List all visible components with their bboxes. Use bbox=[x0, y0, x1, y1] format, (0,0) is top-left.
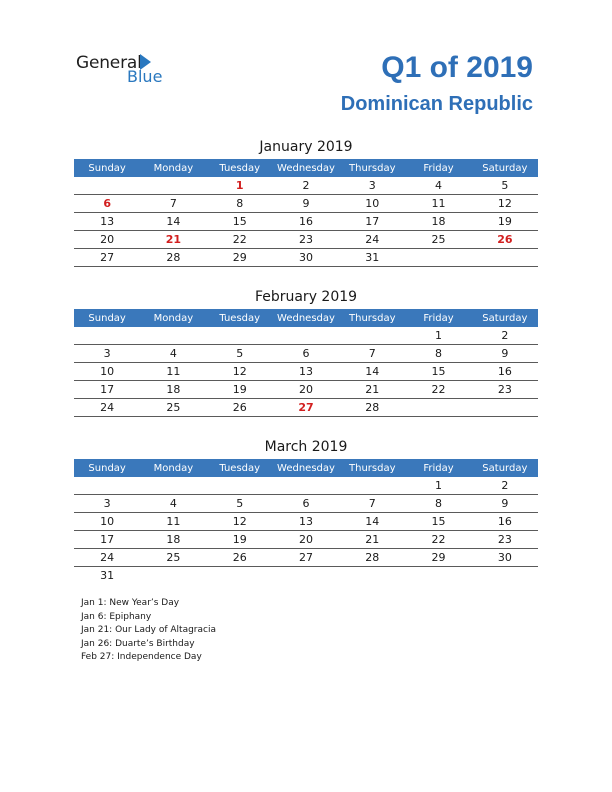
holiday-item: Jan 21: Our Lady of Altagracia bbox=[81, 625, 216, 635]
week-row bbox=[74, 399, 538, 417]
day-cell: 7 bbox=[339, 345, 405, 363]
day-cell: 8 bbox=[405, 345, 471, 363]
day-cell: 11 bbox=[405, 195, 471, 213]
day-cell: 23 bbox=[472, 381, 538, 399]
logo-general-text: General bbox=[76, 53, 142, 73]
day-cell: 6 bbox=[273, 345, 339, 363]
day-cell: 22 bbox=[405, 531, 471, 549]
week-row bbox=[74, 249, 538, 267]
day-cell: 21 bbox=[339, 381, 405, 399]
empty-day-cell bbox=[140, 327, 206, 345]
day-cell: 23 bbox=[273, 231, 339, 249]
day-cell: 23 bbox=[472, 531, 538, 549]
week-row bbox=[74, 381, 538, 399]
day-cell: 5 bbox=[207, 345, 273, 363]
weekday-header: Sunday bbox=[74, 159, 140, 177]
page-subtitle: Dominican Republic bbox=[340, 93, 533, 115]
day-cell: 31 bbox=[100, 569, 115, 582]
day-cell: 25 bbox=[405, 231, 471, 249]
day-cell: 13 bbox=[273, 513, 339, 531]
weekday-header: Monday bbox=[140, 459, 206, 477]
day-cell: 28 bbox=[339, 549, 405, 567]
month-january bbox=[74, 137, 538, 267]
day-cell: 25 bbox=[140, 549, 206, 567]
day-cell: 24 bbox=[339, 231, 405, 249]
empty-day-cell bbox=[273, 327, 339, 345]
empty-day-cell bbox=[405, 249, 471, 267]
day-cell: 6 bbox=[74, 195, 140, 213]
month-title: February 2019 bbox=[254, 289, 358, 305]
day-cell: 28 bbox=[339, 399, 405, 417]
empty-day-cell bbox=[207, 327, 273, 345]
empty-day-cell bbox=[273, 567, 339, 585]
weekday-header: Friday bbox=[405, 159, 471, 177]
day-cell: 13 bbox=[74, 213, 140, 231]
day-cell: 29 bbox=[405, 549, 471, 567]
day-cell: 17 bbox=[74, 381, 140, 399]
day-cell: 10 bbox=[74, 363, 140, 381]
week-row bbox=[74, 513, 538, 531]
day-cell: 20 bbox=[74, 231, 140, 249]
holiday-item: Jan 1: New Year’s Day bbox=[81, 598, 180, 608]
weekday-header: Tuesday bbox=[207, 159, 273, 177]
weekday-header: Wednesday bbox=[273, 309, 339, 327]
day-cell: 9 bbox=[472, 495, 538, 513]
week-row bbox=[74, 477, 538, 495]
day-cell: 13 bbox=[273, 363, 339, 381]
day-cell: 16 bbox=[472, 363, 538, 381]
day-cell: 14 bbox=[339, 513, 405, 531]
day-cell: 26 bbox=[207, 549, 273, 567]
day-cell: 15 bbox=[207, 213, 273, 231]
holiday-item: Jan 26: Duarte’s Birthday bbox=[81, 638, 195, 649]
month-march bbox=[74, 437, 538, 584]
weekday-header: Wednesday bbox=[273, 459, 339, 477]
week-row bbox=[74, 567, 538, 585]
calendar-table bbox=[74, 159, 538, 267]
day-cell: 16 bbox=[472, 513, 538, 531]
day-cell: 6 bbox=[273, 495, 339, 513]
empty-day-cell bbox=[207, 477, 273, 495]
day-cell: 21 bbox=[339, 531, 405, 549]
weekday-header-row bbox=[74, 159, 538, 177]
weekday-header: Saturday bbox=[472, 309, 538, 327]
day-cell: 8 bbox=[405, 495, 471, 513]
empty-day-cell bbox=[405, 567, 471, 585]
day-cell: 22 bbox=[207, 231, 273, 249]
day-cell: 10 bbox=[74, 513, 140, 531]
holiday-item: Jan 6: Epiphany bbox=[81, 611, 152, 622]
day-cell: 27 bbox=[273, 399, 339, 417]
empty-day-cell bbox=[74, 327, 140, 345]
day-cell: 3 bbox=[74, 495, 140, 513]
weekday-header: Thursday bbox=[339, 459, 405, 477]
weekday-header: Wednesday bbox=[273, 159, 339, 177]
weekday-header: Monday bbox=[140, 159, 206, 177]
weekday-header: Sunday bbox=[74, 309, 140, 327]
day-cell: 14 bbox=[339, 363, 405, 381]
day-cell: 2 bbox=[472, 327, 538, 345]
day-cell: 29 bbox=[207, 249, 273, 267]
day-cell: 15 bbox=[405, 363, 471, 381]
weekday-header: Saturday bbox=[472, 459, 538, 477]
day-cell: 18 bbox=[405, 213, 471, 231]
day-cell: 4 bbox=[140, 495, 206, 513]
empty-day-cell bbox=[339, 567, 405, 585]
empty-day-cell bbox=[339, 327, 405, 345]
day-cell: 20 bbox=[273, 531, 339, 549]
day-cell: 19 bbox=[207, 381, 273, 399]
day-cell: 22 bbox=[405, 381, 471, 399]
day-cell: 19 bbox=[207, 531, 273, 549]
holiday-list bbox=[81, 597, 216, 665]
week-row bbox=[74, 195, 538, 213]
empty-day-cell bbox=[339, 477, 405, 495]
day-cell: 30 bbox=[273, 249, 339, 267]
day-cell: 9 bbox=[273, 195, 339, 213]
day-cell: 14 bbox=[140, 213, 206, 231]
day-cell: 12 bbox=[472, 195, 538, 213]
calendar-table bbox=[74, 459, 538, 584]
holiday-item: Feb 27: Independence Day bbox=[81, 652, 202, 662]
weekday-header: Monday bbox=[140, 309, 206, 327]
week-row bbox=[74, 549, 538, 567]
day-cell: 28 bbox=[140, 249, 206, 267]
weekday-header-row bbox=[74, 309, 538, 327]
empty-day-cell bbox=[74, 177, 140, 195]
day-cell: 2 bbox=[472, 477, 538, 495]
day-cell: 3 bbox=[74, 345, 140, 363]
logo-blue-text: Blue bbox=[127, 67, 163, 86]
weekday-header: Tuesday bbox=[207, 309, 273, 327]
day-cell: 11 bbox=[140, 513, 206, 531]
week-row bbox=[74, 531, 538, 549]
day-cell: 5 bbox=[472, 177, 538, 195]
day-cell: 1 bbox=[207, 177, 273, 195]
weekday-header: Tuesday bbox=[207, 459, 273, 477]
day-cell: 1 bbox=[405, 327, 471, 345]
day-cell: 7 bbox=[140, 195, 206, 213]
day-cell: 8 bbox=[207, 195, 273, 213]
week-row bbox=[74, 363, 538, 381]
day-cell: 15 bbox=[405, 513, 471, 531]
day-cell: 12 bbox=[207, 513, 273, 531]
day-cell: 18 bbox=[140, 531, 206, 549]
day-cell: 21 bbox=[140, 231, 206, 249]
month-title: March 2019 bbox=[264, 439, 348, 455]
day-cell: 26 bbox=[472, 231, 538, 249]
day-cell: 24 bbox=[74, 549, 140, 567]
weekday-header: Friday bbox=[405, 459, 471, 477]
empty-day-cell bbox=[140, 477, 206, 495]
logo bbox=[76, 53, 163, 86]
day-cell: 24 bbox=[74, 399, 140, 417]
day-cell: 7 bbox=[339, 495, 405, 513]
week-row bbox=[74, 345, 538, 363]
empty-day-cell bbox=[207, 567, 273, 585]
day-cell: 17 bbox=[74, 531, 140, 549]
day-cell: 4 bbox=[405, 177, 471, 195]
day-cell: 16 bbox=[273, 213, 339, 231]
day-cell: 26 bbox=[207, 399, 273, 417]
week-row bbox=[74, 327, 538, 345]
week-row bbox=[74, 231, 538, 249]
day-cell: 2 bbox=[273, 177, 339, 195]
day-cell: 17 bbox=[339, 213, 405, 231]
empty-day-cell bbox=[472, 249, 538, 267]
weekday-header: Thursday bbox=[339, 309, 405, 327]
empty-day-cell bbox=[405, 399, 471, 417]
day-cell: 20 bbox=[273, 381, 339, 399]
month-title: January 2019 bbox=[259, 139, 353, 155]
empty-day-cell bbox=[140, 567, 206, 585]
weekday-header: Thursday bbox=[339, 159, 405, 177]
empty-day-cell bbox=[472, 567, 538, 585]
empty-day-cell bbox=[273, 477, 339, 495]
week-row bbox=[74, 213, 538, 231]
day-cell: 10 bbox=[339, 195, 405, 213]
page-title: Q1 of 2019 bbox=[381, 51, 533, 84]
week-row bbox=[74, 495, 538, 513]
calendar-table bbox=[74, 309, 538, 417]
empty-day-cell bbox=[140, 177, 206, 195]
week-row bbox=[74, 177, 538, 195]
day-cell: 19 bbox=[472, 213, 538, 231]
day-cell: 3 bbox=[339, 177, 405, 195]
day-cell: 5 bbox=[207, 495, 273, 513]
weekday-header: Saturday bbox=[472, 159, 538, 177]
empty-day-cell bbox=[472, 399, 538, 417]
day-cell: 11 bbox=[140, 363, 206, 381]
day-cell: 4 bbox=[140, 345, 206, 363]
day-cell: 18 bbox=[140, 381, 206, 399]
day-cell: 30 bbox=[472, 549, 538, 567]
day-cell: 12 bbox=[207, 363, 273, 381]
weekday-header: Friday bbox=[405, 309, 471, 327]
weekday-header: Sunday bbox=[74, 459, 140, 477]
day-cell: 9 bbox=[472, 345, 538, 363]
day-cell: 27 bbox=[74, 249, 140, 267]
day-cell: 25 bbox=[140, 399, 206, 417]
day-cell: 27 bbox=[273, 549, 339, 567]
day-cell: 1 bbox=[405, 477, 471, 495]
month-february bbox=[74, 287, 538, 417]
empty-day-cell bbox=[74, 477, 140, 495]
weekday-header-row bbox=[74, 459, 538, 477]
day-cell: 31 bbox=[339, 249, 405, 267]
